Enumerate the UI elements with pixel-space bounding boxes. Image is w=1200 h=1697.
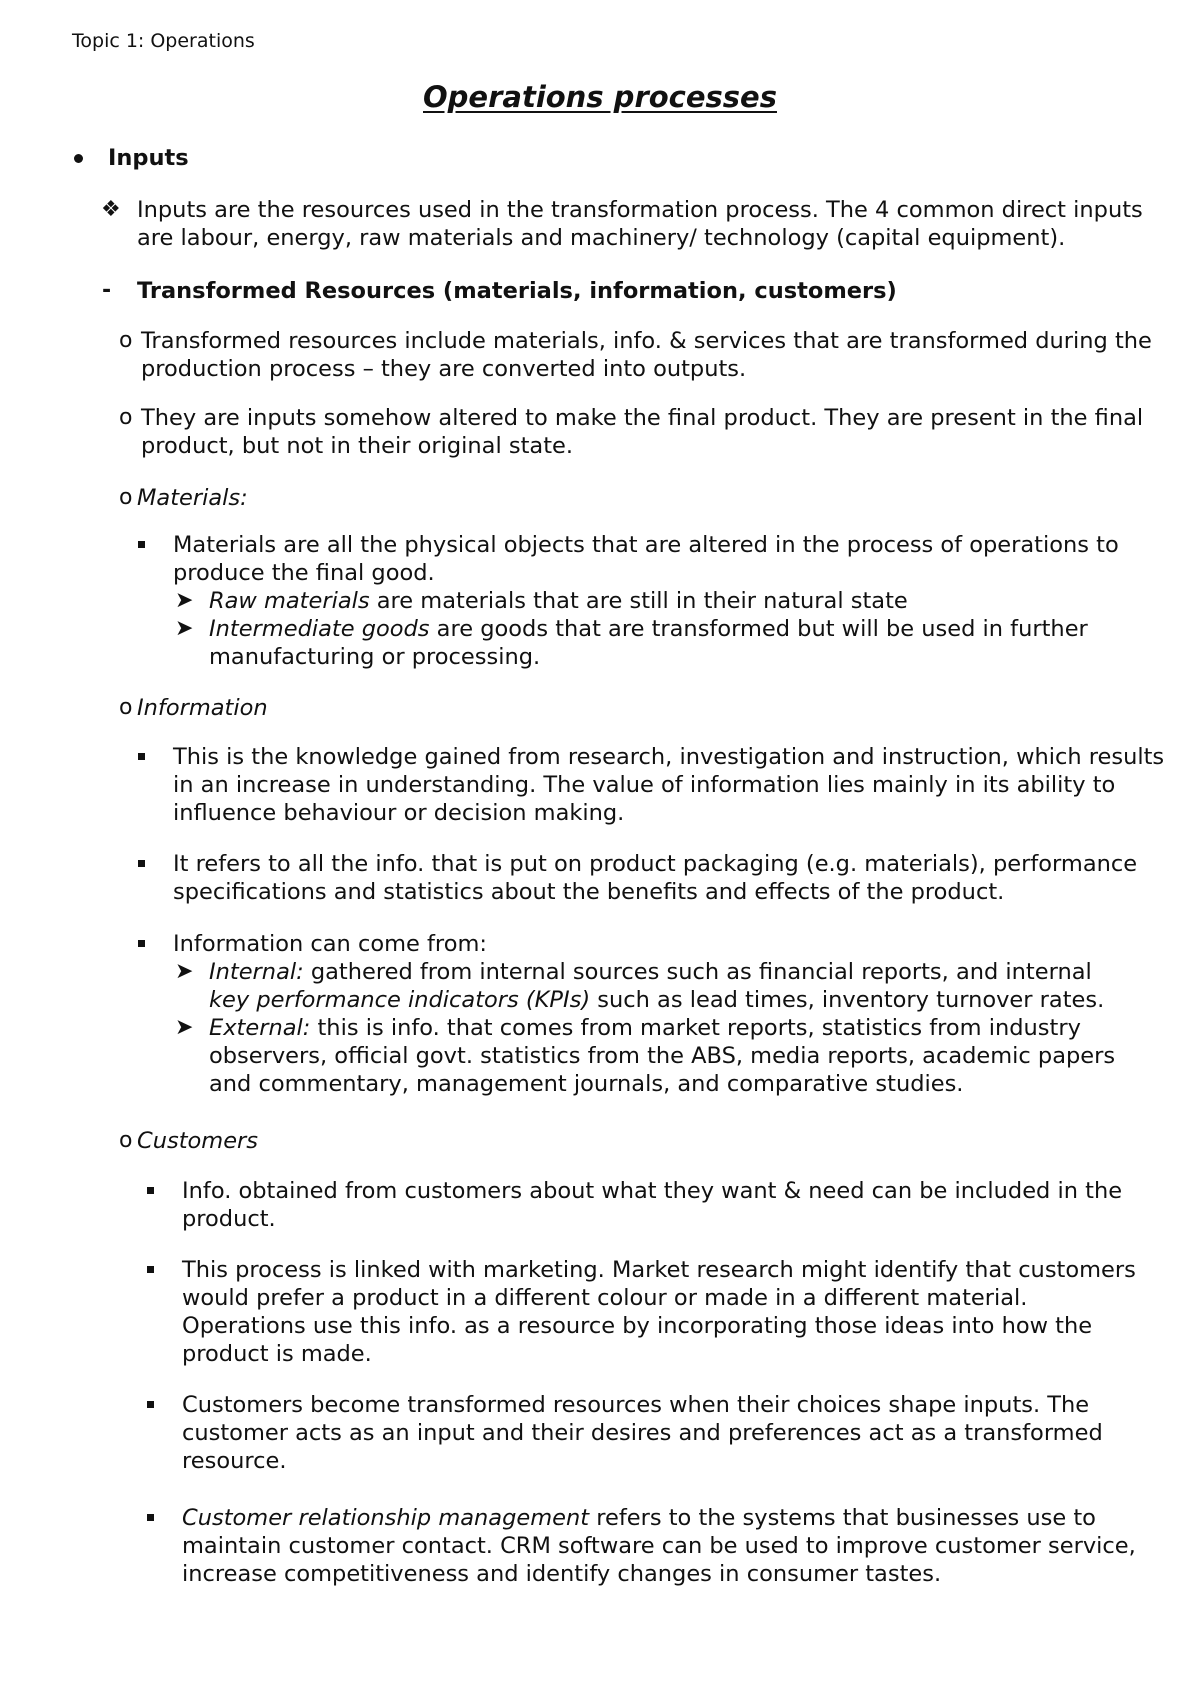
cust-p1-line-2: product.: [182, 1206, 276, 1232]
arrow-bullet-icon: ➤: [175, 959, 194, 984]
square-bullet-icon: [138, 541, 145, 548]
arrow-bullet-icon: ➤: [175, 616, 194, 641]
inputs-def-line-2: are labour, energy, raw materials and machinery/ technology (capital equipment).: [137, 225, 1066, 251]
external-line-2: observers, official govt. statistics from the ABS, media reports, academic papers: [209, 1043, 1116, 1069]
information-heading: Information: [137, 695, 268, 721]
raw-materials-line: Raw materials are materials that are still in their natural state: [209, 588, 908, 614]
square-bullet-icon: [138, 753, 145, 760]
circle-bullet-icon: o: [119, 695, 133, 720]
tr-para2-line-2: product, but not in their original state.: [141, 433, 574, 459]
crm-line-2: maintain customer contact. CRM software can be used to improve customer service,: [182, 1533, 1136, 1559]
crm-line-3: increase competitiveness and identify changes in consumer tastes.: [182, 1561, 942, 1587]
info-p1-line-1: This is the knowledge gained from research, investigation and instruction, which results: [173, 744, 1165, 770]
info-p2-line-2: specifications and statistics about the benefits and effects of the product.: [173, 879, 1005, 905]
transformed-heading: Transformed Resources (materials, information, customers): [137, 278, 897, 304]
diamond-bullet-icon: ❖: [101, 197, 121, 222]
cust-p3-line-3: resource.: [182, 1448, 287, 1474]
cust-p1-line-1: Info. obtained from customers about what they want & need can be included in the: [182, 1178, 1123, 1204]
page-title: Operations processes: [423, 80, 777, 114]
tr-para1-line-1: Transformed resources include materials, info. & services that are transformed during the: [141, 328, 1152, 354]
tr-para2-line-1: They are inputs somehow altered to make the final product. They are present in the final: [141, 405, 1144, 431]
cust-p2-line-1: This process is linked with marketing. Market research might identify that customers: [182, 1257, 1136, 1283]
external-term: External:: [209, 1015, 311, 1041]
external-line-3: and commentary, management journals, and comparative studies.: [209, 1071, 964, 1097]
circle-bullet-icon: o: [119, 1128, 133, 1153]
intermediate-goods-term: Intermediate goods: [209, 616, 430, 642]
intermediate-goods-line-2: manufacturing or processing.: [209, 644, 541, 670]
info-p1-line-3: influence behaviour or decision making.: [173, 800, 625, 826]
materials-heading: Materials:: [137, 485, 248, 511]
square-bullet-icon: [147, 1514, 154, 1521]
crm-term: Customer relationship management: [182, 1505, 590, 1531]
dash-bullet-icon: -: [102, 278, 112, 303]
cust-p3-line-2: customer acts as an input and their desires and preferences act as a transformed: [182, 1420, 1103, 1446]
square-bullet-icon: [147, 1401, 154, 1408]
inputs-heading: Inputs: [108, 145, 189, 171]
kpi-line: key performance indicators (KPIs) such as lead times, inventory turnover rates.: [209, 987, 1105, 1013]
cust-p2-line-4: product is made.: [182, 1341, 372, 1367]
kpi-term: key performance indicators (KPIs): [209, 987, 591, 1013]
circle-bullet-icon: o: [119, 485, 133, 510]
raw-materials-term: Raw materials: [209, 588, 370, 614]
page-header: Topic 1: Operations: [72, 30, 255, 52]
cust-p2-line-3: Operations use this info. as a resource by incorporating those ideas into how the: [182, 1313, 1093, 1339]
square-bullet-icon: [147, 1266, 154, 1273]
info-p1-line-2: in an increase in understanding. The value of information lies mainly in its ability to: [173, 772, 1116, 798]
cust-p3-line-1: Customers become transformed resources when their choices shape inputs. The: [182, 1392, 1090, 1418]
arrow-bullet-icon: ➤: [175, 1015, 194, 1040]
intermediate-goods-line: Intermediate goods are goods that are transformed but will be used in further: [209, 616, 1088, 642]
external-line: External: this is info. that comes from market reports, statistics from industry: [209, 1015, 1081, 1041]
internal-line: Internal: gathered from internal sources such as financial reports, and internal: [209, 959, 1092, 985]
customers-heading: Customers: [137, 1128, 259, 1154]
materials-text-line-1: Materials are all the physical objects that are altered in the process of operations to: [173, 532, 1119, 558]
circle-bullet-icon: o: [119, 328, 133, 353]
square-bullet-icon: [138, 940, 145, 947]
materials-text-line-2: produce the final good.: [173, 560, 435, 586]
tr-para1-line-2: production process – they are converted into outputs.: [141, 356, 747, 382]
square-bullet-icon: [147, 1187, 154, 1194]
square-bullet-icon: [138, 860, 145, 867]
cust-p2-line-2: would prefer a product in a different colour or made in a different material.: [182, 1285, 1028, 1311]
circle-bullet-icon: o: [119, 405, 133, 430]
info-p2-line-1: It refers to all the info. that is put on product packaging (e.g. materials), performance: [173, 851, 1138, 877]
bullet-dot-icon: [74, 154, 83, 163]
crm-line: Customer relationship management refers to the systems that businesses use to: [182, 1505, 1096, 1531]
info-p3: Information can come from:: [173, 931, 487, 957]
inputs-def-line-1: Inputs are the resources used in the transformation process. The 4 common direct inputs: [137, 197, 1143, 223]
internal-term: Internal:: [209, 959, 304, 985]
arrow-bullet-icon: ➤: [175, 588, 194, 613]
